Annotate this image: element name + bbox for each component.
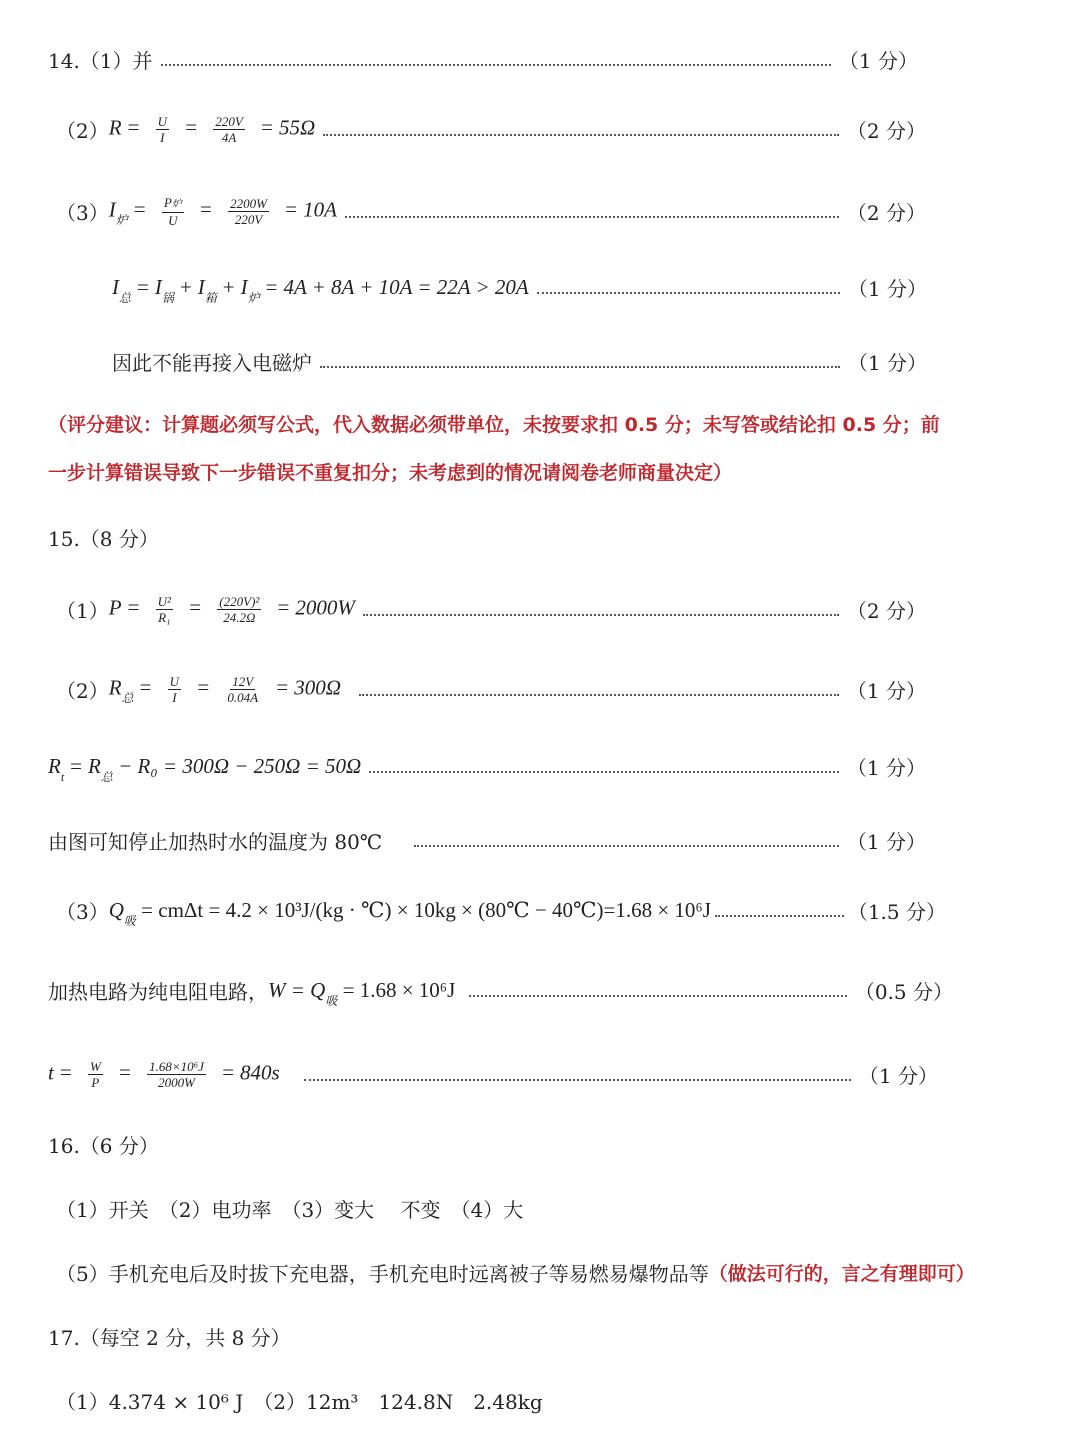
formula: $R_总$ = $\frac{U}{I}$ = $\frac{12V}{0.04A}$ = 300Ω bbox=[108, 673, 341, 705]
q15-line-5 bbox=[56, 887, 946, 933]
score: （1 分） bbox=[847, 276, 927, 301]
q15-line-6 bbox=[48, 967, 953, 1013]
fraction: $\frac{220V}{4A}$ bbox=[215, 113, 243, 145]
leader-dots bbox=[359, 694, 839, 696]
score: （1.5 分） bbox=[847, 899, 946, 924]
formula: R = $\frac{U}{I}$ = $\frac{220V}{4A}$ = 55Ω bbox=[108, 113, 316, 145]
score: （1 分） bbox=[858, 1063, 938, 1088]
q15-line-7 bbox=[48, 1051, 938, 1097]
part-label: （3） bbox=[56, 200, 109, 225]
formula: $I_炉$ = $\frac{\text{P炉}}{U}$ = $\frac{2200W}{220V}$ = 10A bbox=[108, 194, 337, 228]
grading-note-line-2: 一步计算错误导致下一步错误不重复扣分；未考虑到的情况请阅卷老师商量决定） bbox=[48, 462, 733, 484]
formula: t = $\frac{W}{P}$ = $\frac{\text{1.68×10⁶J}}{2000W}$ = 840s bbox=[48, 1058, 280, 1090]
fraction: $\frac{W}{P}$ bbox=[89, 1058, 101, 1090]
part-label: （2） bbox=[56, 118, 109, 143]
q15-line-1 bbox=[56, 586, 926, 632]
score: （2 分） bbox=[846, 598, 926, 623]
score: （1 分） bbox=[846, 829, 926, 854]
q14-line-5 bbox=[112, 338, 927, 384]
fraction: $\frac{U}{I}$ bbox=[169, 673, 180, 705]
fraction: $\frac{2200W}{220V}$ bbox=[230, 195, 267, 227]
score: （1 分） bbox=[846, 678, 926, 703]
leader-dots bbox=[323, 134, 839, 136]
q17-header: 17.（每空 2 分，共 8 分） bbox=[48, 1325, 291, 1350]
formula: $W = Q_吸 = 1.68 \times 10^6J$ bbox=[268, 977, 456, 1008]
score: （1 分） bbox=[846, 755, 926, 780]
q14-line-1 bbox=[48, 36, 918, 82]
q15-line-2 bbox=[56, 666, 926, 712]
part-label: （2） bbox=[56, 678, 109, 703]
q17-answers: （1）4.374 × 10⁶ J （2）12m³ 124.8N 2.48kg bbox=[56, 1389, 543, 1414]
q15-line-3 bbox=[48, 743, 926, 789]
formula: $I_总 = I_锅 + I_箱 + I_炉 = 4A + 8A + 10A = 22A > 20A$ bbox=[112, 274, 529, 305]
fraction: $\frac{\text{U²}}{\text{R₁}}$ bbox=[157, 593, 171, 625]
fraction: $\frac{12V}{0.04A}$ bbox=[227, 673, 259, 705]
fraction: $\frac{U}{I}$ bbox=[157, 113, 168, 145]
conclusion-text: 因此不能再接入电磁炉 bbox=[112, 350, 312, 375]
q15-line-4 bbox=[48, 817, 926, 863]
q14-line-4 bbox=[112, 264, 927, 310]
q16-answers: （1）开关 （2）电功率 （3）变大 不变 （4）大 bbox=[56, 1197, 524, 1222]
leader-dots bbox=[363, 614, 839, 616]
formula: $R_t = R_总 - R_0 = 300\Omega - 250\Omega = 50\Omega$ bbox=[48, 753, 362, 784]
leader-dots bbox=[161, 64, 831, 66]
q15-header: 15.（8 分） bbox=[48, 526, 159, 551]
formula: P = $\frac{\text{U²}}{\text{R₁}}$ = $\frac{\text{(220V)²}}{24.2\Omega}$ = 2000W bbox=[108, 593, 355, 625]
fraction: $\frac{\text{1.68×10⁶J}}{2000W}$ bbox=[149, 1058, 204, 1090]
answer-note: （做法可行的，言之有理即可） bbox=[708, 1262, 975, 1285]
score: （2 分） bbox=[846, 200, 926, 225]
leader-dots bbox=[304, 1079, 851, 1081]
leader-dots bbox=[715, 915, 844, 917]
part-label: （3） bbox=[56, 899, 109, 924]
score: （2 分） bbox=[846, 118, 926, 143]
leader-dots bbox=[469, 995, 847, 997]
formula: $Q_吸 = cm\Delta t = 4.2 \times 10^3J/(kg$ · ℃) × 10kg × (80℃ − 40℃)=1.68 × 10⁶J bbox=[108, 897, 711, 928]
answer-text: （5）手机充电后及时拔下充电器，手机充电时远离被子等易燃易爆物品等 bbox=[56, 1261, 709, 1286]
leader-dots bbox=[369, 771, 839, 773]
leader-dots bbox=[345, 216, 839, 218]
score: （1 分） bbox=[847, 350, 927, 375]
leader-dots bbox=[414, 845, 839, 847]
part-label: （1） bbox=[56, 598, 109, 623]
score: （1 分） bbox=[838, 48, 918, 73]
q14-line-3 bbox=[56, 188, 926, 234]
q16-part-5 bbox=[56, 1249, 975, 1295]
q14-line-1-text: 14.（1）并 bbox=[48, 48, 153, 73]
q14-line-2 bbox=[56, 106, 926, 152]
q16-header: 16.（6 分） bbox=[48, 1133, 159, 1158]
score: （0.5 分） bbox=[854, 979, 953, 1004]
leader-dots bbox=[537, 292, 840, 294]
statement-text: 加热电路为纯电阻电路， bbox=[48, 979, 268, 1004]
grading-note-line-1: （评分建议：计算题必须写公式，代入数据必须带单位，未按要求扣 0.5 分；未写答或结论扣 0.5 分；前 bbox=[48, 414, 940, 436]
fraction: $\frac{\text{P炉}}{U}$ bbox=[163, 194, 182, 228]
grading-note bbox=[48, 401, 1038, 497]
leader-dots bbox=[320, 366, 840, 368]
statement-text: 由图可知停止加热时水的温度为 80℃ bbox=[48, 829, 383, 854]
fraction: $\frac{\text{(220V)²}}{24.2\Omega}$ bbox=[219, 593, 260, 625]
